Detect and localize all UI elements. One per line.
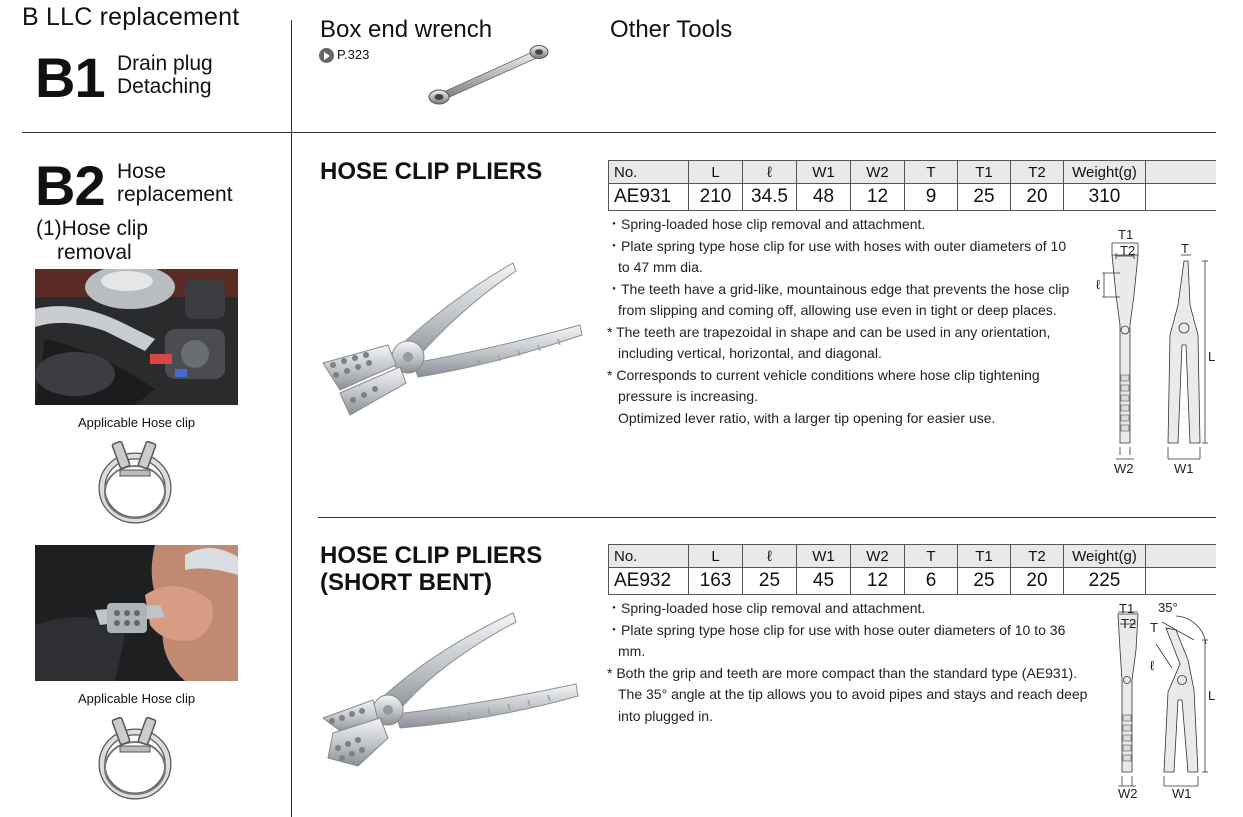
spec-cell: 25 bbox=[743, 568, 797, 595]
spec-header: T1 bbox=[958, 545, 1011, 568]
hose-clip-image-2 bbox=[98, 712, 172, 800]
spec-header-row bbox=[609, 161, 1217, 184]
dim-t2-label: T2 bbox=[1121, 616, 1137, 631]
dim-w2-label: W2 bbox=[1114, 461, 1134, 476]
other-tools-title: Other Tools bbox=[610, 16, 733, 43]
dim-l-small-label: ℓ bbox=[1096, 277, 1101, 292]
b1-code: B1 bbox=[35, 46, 105, 109]
page-ref-text: P.323 bbox=[337, 47, 370, 62]
arrow-right-icon bbox=[319, 48, 334, 63]
spec-cell: 25 bbox=[958, 184, 1011, 211]
spec-cell: 48 bbox=[797, 184, 851, 211]
hands-pliers-photo bbox=[35, 545, 238, 681]
spec-cell: 20 bbox=[1011, 184, 1064, 211]
product1-pliers-image bbox=[318, 255, 588, 425]
dim-w2-label: W2 bbox=[1118, 786, 1138, 800]
spec-header: ℓ bbox=[743, 161, 797, 184]
page-ref-link[interactable] bbox=[319, 47, 369, 63]
spec-cell: 45 bbox=[797, 568, 851, 595]
spec-data-row bbox=[609, 568, 1217, 595]
spec-header: Weight(g) bbox=[1064, 161, 1146, 184]
spec-header-empty bbox=[1146, 545, 1217, 568]
spec-header: W2 bbox=[851, 545, 905, 568]
desc-item: * Both the grip and teeth are more compact than the standard type (AE931). bbox=[607, 664, 1078, 681]
spec-header: W2 bbox=[851, 161, 905, 184]
b1-desc-line2: Detaching bbox=[117, 75, 212, 98]
spec-cell: AE932 bbox=[609, 568, 689, 595]
spec-header-empty bbox=[1146, 161, 1217, 184]
b2-code: B2 bbox=[35, 154, 105, 217]
desc-item: ・Spring-loaded hose clip removal and attachment. bbox=[607, 600, 926, 616]
section-divider-top bbox=[22, 132, 1216, 133]
dim-t1-label: T1 bbox=[1118, 227, 1134, 242]
dim-l-small-label: ℓ bbox=[1150, 658, 1155, 673]
spec-cell: 25 bbox=[958, 568, 1011, 595]
spec-header: T2 bbox=[1011, 545, 1064, 568]
spec-header: T bbox=[905, 161, 958, 184]
spec-cell: 225 bbox=[1064, 568, 1146, 595]
spec-cell: 12 bbox=[851, 568, 905, 595]
spec-cell-empty bbox=[1146, 184, 1217, 211]
product1-spec-table bbox=[608, 160, 1216, 211]
spec-cell-empty bbox=[1146, 568, 1217, 595]
desc-item: ・Plate spring type hose clip for use with hose outer diameters of 10 to 36 mm. bbox=[607, 621, 1066, 659]
dim-t1-label: T1 bbox=[1119, 601, 1135, 616]
spec-cell: 163 bbox=[689, 568, 743, 595]
clip-label-2: Applicable Hose clip bbox=[78, 691, 196, 706]
product2-dimension-diagram bbox=[1098, 600, 1223, 800]
spec-header: ℓ bbox=[743, 545, 797, 568]
spec-header: W1 bbox=[797, 545, 851, 568]
spec-header: Weight(g) bbox=[1064, 545, 1146, 568]
spec-header: No. bbox=[609, 161, 689, 184]
column-divider bbox=[291, 20, 292, 817]
spec-header-row bbox=[609, 545, 1217, 568]
desc-item: ・Plate spring type hose clip for use with hoses with outer diameters of 10 to 47 mm dia. bbox=[607, 237, 1067, 275]
spec-header: W1 bbox=[797, 161, 851, 184]
spec-cell: 6 bbox=[905, 568, 958, 595]
spec-cell: 12 bbox=[851, 184, 905, 211]
clip-label-1: Applicable Hose clip bbox=[78, 415, 196, 430]
section-title: B LLC replacement bbox=[22, 3, 240, 31]
dim-angle-label: 35° bbox=[1158, 600, 1178, 615]
dim-w1-label: W1 bbox=[1172, 786, 1192, 800]
product-divider bbox=[318, 517, 1216, 518]
spec-data-row bbox=[609, 184, 1217, 211]
spec-header: T bbox=[905, 545, 958, 568]
dim-t2-label: T2 bbox=[1120, 243, 1136, 258]
product2-title-line1: HOSE CLIP PLIERS bbox=[320, 542, 543, 569]
product1-title: HOSE CLIP PLIERS bbox=[320, 158, 543, 185]
product2-description bbox=[607, 598, 1092, 727]
desc-item: * The teeth are trapezoidal in shape and can be used in any orientation, including vertical, horizontal, and diagonal. bbox=[607, 323, 1051, 361]
spec-cell: 310 bbox=[1064, 184, 1146, 211]
b2-sub-line1: (1)Hose clip bbox=[36, 217, 149, 240]
spec-cell: 210 bbox=[689, 184, 743, 211]
desc-item: The 35° angle at the tip allows you to avoid pipes and stays and reach deep into plugged in. bbox=[618, 686, 1088, 724]
dim-l-label: L bbox=[1208, 349, 1216, 364]
engine-bay-photo bbox=[35, 269, 238, 405]
product2-pliers-image bbox=[318, 608, 588, 783]
spec-cell: 34.5 bbox=[743, 184, 797, 211]
box-end-wrench-image bbox=[425, 40, 555, 108]
dim-t-label: T bbox=[1150, 620, 1158, 635]
spec-cell: 20 bbox=[1011, 568, 1064, 595]
dim-l-label: L bbox=[1208, 688, 1216, 703]
spec-header: L bbox=[689, 545, 743, 568]
hose-clip-image-1 bbox=[98, 436, 172, 524]
desc-item: ・Spring-loaded hose clip removal and attachment. bbox=[607, 216, 926, 232]
b1-desc-line1: Drain plug bbox=[117, 52, 213, 75]
dim-t-label: T bbox=[1181, 241, 1189, 256]
product2-spec-table bbox=[608, 544, 1216, 595]
desc-item: ・The teeth have a grid-like, mountainous edge that prevents the hose clip from slipping and coming off, allowing use even in tight or deep places. bbox=[607, 280, 1070, 318]
b2-desc-line2: replacement bbox=[117, 183, 233, 206]
spec-header: L bbox=[689, 161, 743, 184]
product1-description bbox=[607, 214, 1077, 429]
b2-desc-line1: Hose bbox=[117, 160, 167, 183]
spec-header: T1 bbox=[958, 161, 1011, 184]
spec-header: T2 bbox=[1011, 161, 1064, 184]
desc-item: * Corresponds to current vehicle conditions where hose clip tightening pressure is increasing. bbox=[607, 366, 1040, 404]
box-end-wrench-title: Box end wrench bbox=[320, 16, 493, 43]
desc-item: Optimized lever ratio, with a larger tip opening for easier use. bbox=[618, 409, 996, 426]
dim-w1-label: W1 bbox=[1174, 461, 1194, 476]
product2-title-line2: (SHORT BENT) bbox=[320, 569, 492, 596]
spec-cell: 9 bbox=[905, 184, 958, 211]
product1-dimension-diagram bbox=[1090, 225, 1220, 477]
spec-cell: AE931 bbox=[609, 184, 689, 211]
b2-sub-line2: removal bbox=[57, 241, 132, 264]
spec-header: No. bbox=[609, 545, 689, 568]
